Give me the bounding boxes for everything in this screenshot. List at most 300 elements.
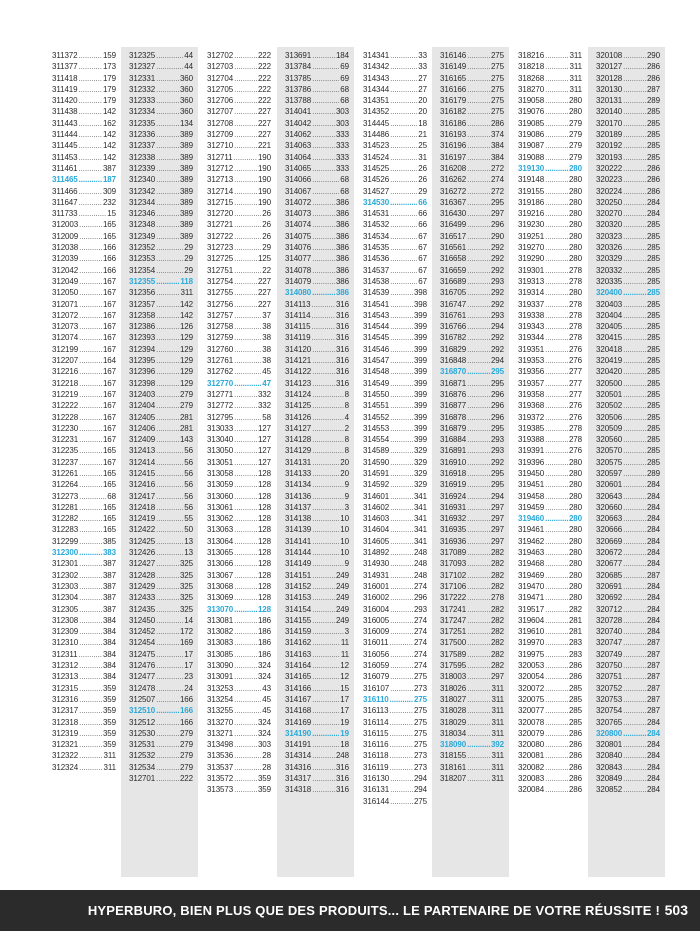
page-reference: 280 [568, 548, 582, 558]
reference-number: 316059 [363, 661, 390, 671]
page-reference: 311 [491, 694, 504, 704]
reference-number: 316011 [363, 638, 389, 648]
reference-number: 312228 [52, 412, 79, 422]
reference-number: 320415 [596, 333, 623, 343]
index-entry [207, 378, 271, 389]
reference-number: 312333 [129, 96, 156, 106]
dot-leader [623, 468, 646, 479]
reference-number: 316517 [440, 231, 467, 241]
reference-number: 312406 [129, 423, 156, 433]
reference-number: 316107 [363, 683, 390, 693]
dot-leader [623, 434, 646, 445]
reference-number: 314133 [285, 468, 312, 478]
index-entry [129, 186, 193, 197]
page-reference: 280 [568, 96, 582, 106]
dot-leader [545, 152, 568, 163]
reference-number: 313061 [207, 502, 234, 512]
page-reference: 280 [568, 570, 582, 580]
index-entry [52, 728, 116, 739]
dot-leader [312, 739, 339, 750]
index-entry [129, 152, 193, 163]
index-entry [129, 106, 193, 117]
dot-leader [623, 604, 646, 615]
reference-number: 313060 [207, 491, 234, 501]
index-entry [207, 671, 271, 682]
reference-number: 316114 [363, 717, 389, 727]
page-reference: 275 [490, 84, 504, 94]
index-entry [52, 163, 116, 174]
index-entry [285, 152, 349, 163]
index-entry [52, 491, 116, 502]
index-entry [52, 649, 116, 660]
page-reference: 285 [568, 717, 582, 727]
reference-number: 312398 [129, 378, 156, 388]
dot-leader [156, 728, 179, 739]
dot-leader [623, 773, 646, 784]
dot-leader [156, 174, 179, 185]
dot-leader [234, 547, 257, 558]
page-reference: 285 [646, 254, 660, 264]
reference-number: 316149 [440, 62, 467, 72]
dot-leader [156, 615, 183, 626]
dot-leader [623, 344, 646, 355]
index-entry [518, 186, 582, 197]
index-entry [207, 287, 271, 298]
index-entry [363, 547, 427, 558]
index-entry [518, 332, 582, 343]
reference-number: 312324 [52, 762, 79, 772]
page-reference: 285 [646, 310, 660, 320]
reference-number: 316936 [440, 536, 467, 546]
dot-leader [390, 366, 413, 377]
page-reference: 399 [413, 356, 427, 366]
dot-leader [467, 253, 490, 264]
index-entry [518, 344, 582, 355]
page-reference: 285 [646, 118, 660, 128]
index-entry [285, 491, 349, 502]
page-reference: 186 [257, 615, 271, 625]
dot-leader [545, 445, 568, 456]
dot-leader [234, 683, 261, 694]
reference-number: 312222 [52, 401, 79, 411]
dot-leader [467, 332, 490, 343]
page-reference: 280 [568, 480, 582, 490]
reference-number: 316009 [363, 627, 390, 637]
index-entry [440, 479, 504, 490]
index-entry [207, 412, 271, 423]
index-entry [52, 276, 116, 287]
reference-number: 320320 [596, 220, 623, 230]
page-reference: 279 [568, 152, 582, 162]
dot-leader [156, 558, 179, 569]
page-reference: 26 [262, 209, 271, 219]
reference-number: 318155 [440, 751, 467, 761]
reference-number: 319085 [518, 118, 545, 128]
reference-number: 313536 [207, 751, 234, 761]
index-entry [52, 174, 116, 185]
dot-leader [467, 344, 490, 355]
dot-leader [79, 378, 102, 389]
reference-number: 312356 [129, 288, 156, 298]
index-entry [363, 773, 427, 784]
index-entry [129, 197, 193, 208]
dot-leader [623, 717, 646, 728]
dot-leader [156, 524, 183, 535]
index-entry [52, 683, 116, 694]
page-reference: 167 [102, 344, 116, 354]
dot-leader [79, 219, 102, 230]
reference-number: 313068 [207, 581, 234, 591]
page-reference: 276 [568, 446, 582, 456]
page-reference: 341 [413, 491, 427, 501]
dot-leader [234, 660, 257, 671]
page-reference: 249 [335, 615, 349, 625]
reference-number: 320250 [596, 197, 623, 207]
footer-tagline: HYPERBURO, BIEN PLUS QUE DES PRODUITS... LE PARTENAIRE DE VOTRE RÉUSSITE ! [87, 903, 660, 918]
page-reference: 55 [184, 514, 193, 524]
page-reference: 22 [262, 265, 271, 275]
index-entry [518, 321, 582, 332]
dot-leader [390, 796, 413, 807]
page-reference: 303 [335, 107, 349, 117]
reference-number: 311372 [52, 51, 78, 60]
index-entry [207, 705, 271, 716]
dot-leader [79, 468, 102, 479]
reference-number: 313067 [207, 570, 234, 580]
dot-leader [79, 671, 102, 682]
index-entry [518, 479, 582, 490]
page-reference: 324 [257, 661, 271, 671]
page-reference: 295 [490, 378, 504, 388]
page-reference: 387 [102, 570, 116, 580]
dot-leader [156, 434, 179, 445]
index-entry [596, 332, 660, 343]
reference-number: 318268 [518, 73, 545, 83]
index-entry [518, 536, 582, 547]
page-reference: 386 [335, 243, 349, 253]
index-entry [52, 524, 116, 535]
page-reference: 222 [179, 774, 193, 783]
reference-number: 320223 [596, 175, 623, 185]
page-reference: 293 [490, 276, 504, 286]
dot-leader [623, 73, 646, 84]
reference-number: 312049 [52, 276, 79, 286]
index-entry [129, 95, 193, 106]
index-entry [596, 118, 660, 129]
reference-number: 319450 [518, 468, 545, 478]
index-entry [207, 276, 271, 287]
dot-leader [312, 265, 335, 276]
page-reference: 311 [491, 717, 504, 727]
index-entry [363, 750, 427, 761]
dot-leader [467, 400, 490, 411]
dot-leader [467, 513, 490, 524]
reference-number: 320224 [596, 186, 623, 196]
page-reference: 283 [568, 649, 582, 659]
index-entry [285, 118, 349, 129]
page-reference: 293 [413, 604, 427, 614]
dot-leader [467, 739, 490, 750]
index-entry [363, 412, 427, 423]
reference-number: 319388 [518, 435, 545, 445]
dot-leader [467, 626, 490, 637]
reference-number: 312757 [207, 310, 234, 320]
index-column [121, 47, 198, 877]
dot-leader [545, 118, 568, 129]
page-reference: 129 [179, 367, 193, 377]
page-reference: 284 [646, 536, 660, 546]
page-reference: 186 [257, 638, 271, 648]
dot-leader [156, 683, 183, 694]
page-reference: 20 [418, 96, 427, 106]
dot-leader [390, 355, 413, 366]
reference-number: 313063 [207, 525, 234, 535]
dot-leader [79, 592, 102, 603]
page-reference: 128 [257, 581, 271, 591]
page-reference: 274 [413, 627, 427, 637]
index-entry [129, 344, 193, 355]
reference-number: 312336 [129, 130, 156, 140]
reference-number: 312725 [207, 254, 234, 264]
index-entry [207, 400, 271, 411]
page-reference: 389 [179, 186, 193, 196]
index-entry [596, 434, 660, 445]
index-entry [129, 649, 193, 660]
page-reference: 297 [490, 672, 504, 682]
dot-leader [390, 570, 413, 581]
dot-leader [545, 140, 568, 151]
reference-number: 319463 [518, 548, 545, 558]
dot-leader [312, 106, 335, 117]
dot-leader [623, 140, 646, 151]
index-entry [440, 186, 504, 197]
reference-number: 314549 [363, 378, 390, 388]
reference-number: 314125 [285, 401, 312, 411]
dot-leader [545, 434, 568, 445]
reference-number: 312302 [52, 570, 79, 580]
dot-leader [545, 626, 568, 637]
page-reference: 43 [262, 683, 271, 693]
index-entry [440, 50, 504, 61]
page-reference: 284 [646, 197, 660, 207]
page-reference: 167 [102, 389, 116, 399]
reference-number: 320083 [518, 774, 545, 783]
page-reference: 287 [646, 638, 660, 648]
reference-number: 319356 [518, 367, 545, 377]
reference-number: 314535 [363, 243, 390, 253]
page-reference: 278 [568, 299, 582, 309]
page-reference: 19 [340, 728, 349, 738]
reference-number: 311419 [52, 84, 78, 94]
page-reference: 165 [102, 220, 116, 230]
dot-leader [234, 626, 257, 637]
dot-leader [623, 479, 646, 490]
dot-leader [545, 739, 568, 750]
reference-number: 312417 [129, 491, 156, 501]
dot-leader [467, 208, 490, 219]
page-reference: 333 [335, 152, 349, 162]
index-entry [207, 253, 271, 264]
dot-leader [234, 174, 257, 185]
dot-leader [545, 536, 568, 547]
reference-number: 319385 [518, 423, 545, 433]
index-entry [52, 95, 116, 106]
reference-number: 314162 [285, 638, 312, 648]
page-reference: 282 [490, 570, 504, 580]
dot-leader [312, 174, 339, 185]
dot-leader [312, 73, 339, 84]
reference-number: 314191 [285, 740, 312, 750]
dot-leader [390, 412, 413, 423]
page-reference: 284 [646, 593, 660, 603]
page-reference: 285 [646, 322, 660, 332]
page-reference: 275 [413, 717, 427, 727]
reference-number: 316878 [440, 412, 467, 422]
reference-number: 312426 [129, 548, 156, 558]
dot-leader [312, 152, 335, 163]
reference-number: 320079 [518, 728, 545, 738]
reference-number: 314605 [363, 536, 390, 546]
index-entry [207, 750, 271, 761]
reference-number: 312039 [52, 254, 79, 264]
page-reference: 128 [257, 559, 271, 569]
dot-leader [312, 321, 335, 332]
reference-number: 316115 [363, 728, 389, 738]
index-entry [596, 242, 660, 253]
page-reference: 128 [257, 468, 271, 478]
index-entry [363, 140, 427, 151]
dot-leader [467, 163, 490, 174]
dot-leader [156, 491, 183, 502]
reference-number: 316166 [440, 84, 467, 94]
dot-leader [79, 208, 107, 219]
index-entry [207, 389, 271, 400]
reference-number: 313786 [285, 84, 312, 94]
page-reference: 280 [568, 514, 582, 524]
reference-number: 317089 [440, 548, 467, 558]
index-entry [207, 50, 271, 61]
dot-leader [623, 728, 646, 739]
index-entry [518, 174, 582, 185]
dot-leader [79, 332, 102, 343]
index-entry [52, 321, 116, 332]
reference-number: 320747 [596, 638, 623, 648]
reference-number: 317241 [440, 604, 467, 614]
dot-leader [312, 231, 335, 242]
page-reference: 45 [262, 706, 271, 716]
page-reference: 20 [340, 457, 349, 467]
dot-leader [545, 389, 568, 400]
reference-number: 319357 [518, 378, 545, 388]
reference-number: 314144 [285, 548, 312, 558]
index-entry [596, 310, 660, 321]
reference-number: 314141 [285, 536, 312, 546]
reference-number: 320189 [596, 130, 623, 140]
page-reference: 164 [102, 356, 116, 366]
index-entry [518, 118, 582, 129]
reference-number: 314316 [285, 762, 312, 772]
page-reference: 311 [491, 683, 504, 693]
dot-leader [79, 265, 102, 276]
page-reference: 128 [257, 536, 271, 546]
dot-leader [390, 61, 417, 72]
page-reference: 325 [179, 593, 193, 603]
reference-number: 312072 [52, 310, 79, 320]
page-reference: 399 [413, 401, 427, 411]
reference-number: 313065 [207, 548, 234, 558]
reference-number: 316272 [440, 186, 467, 196]
dot-leader [545, 558, 568, 569]
page-reference: 284 [646, 740, 660, 750]
reference-number: 314120 [285, 344, 312, 354]
page-reference: 279 [179, 401, 193, 411]
index-entry [207, 219, 271, 230]
dot-leader [467, 660, 490, 671]
reference-number: 312282 [52, 514, 79, 524]
dot-leader [234, 536, 257, 547]
dot-leader [234, 231, 261, 242]
reference-number: 318216 [518, 51, 545, 60]
index-entry [129, 445, 193, 456]
dot-leader [156, 332, 179, 343]
page-reference: 286 [568, 774, 582, 783]
page-reference: 311 [569, 51, 582, 60]
index-entry [52, 762, 116, 773]
page-reference: 294 [490, 356, 504, 366]
page-reference: 387 [102, 581, 116, 591]
reference-number: 314114 [285, 310, 311, 320]
page-reference: 359 [102, 706, 116, 716]
index-entry [129, 242, 193, 253]
dot-leader [545, 163, 568, 174]
dot-leader [156, 129, 179, 140]
page-reference: 10 [340, 536, 349, 546]
reference-number: 311444 [52, 130, 78, 140]
index-entry [363, 468, 427, 479]
reference-number: 319270 [518, 243, 545, 253]
page-reference: 289 [646, 96, 660, 106]
page-reference: 399 [413, 367, 427, 377]
reference-number: 316004 [363, 604, 390, 614]
page-reference: 285 [646, 423, 660, 433]
index-entry [207, 491, 271, 502]
reference-number: 314486 [363, 130, 390, 140]
index-entry [285, 287, 349, 298]
dot-leader [79, 491, 106, 502]
dot-leader [623, 287, 646, 298]
dot-leader [79, 423, 102, 434]
dot-leader [234, 84, 257, 95]
index-entry [129, 581, 193, 592]
page-reference: 17 [340, 694, 349, 704]
reference-number: 312534 [129, 762, 156, 772]
reference-number: 320192 [596, 141, 623, 151]
index-entry [440, 558, 504, 569]
dot-leader [545, 253, 568, 264]
index-entry [440, 332, 504, 343]
dot-leader [234, 208, 261, 219]
reference-number: 312349 [129, 231, 156, 241]
dot-leader [156, 400, 179, 411]
reference-number: 313064 [207, 536, 234, 546]
page-reference: 50 [184, 525, 193, 535]
index-entry [596, 513, 660, 524]
reference-number: 313091 [207, 672, 234, 682]
reference-number: 316165 [440, 73, 467, 83]
dot-leader [234, 694, 261, 705]
page-reference: 311 [180, 288, 193, 298]
page-reference: 278 [568, 423, 582, 433]
